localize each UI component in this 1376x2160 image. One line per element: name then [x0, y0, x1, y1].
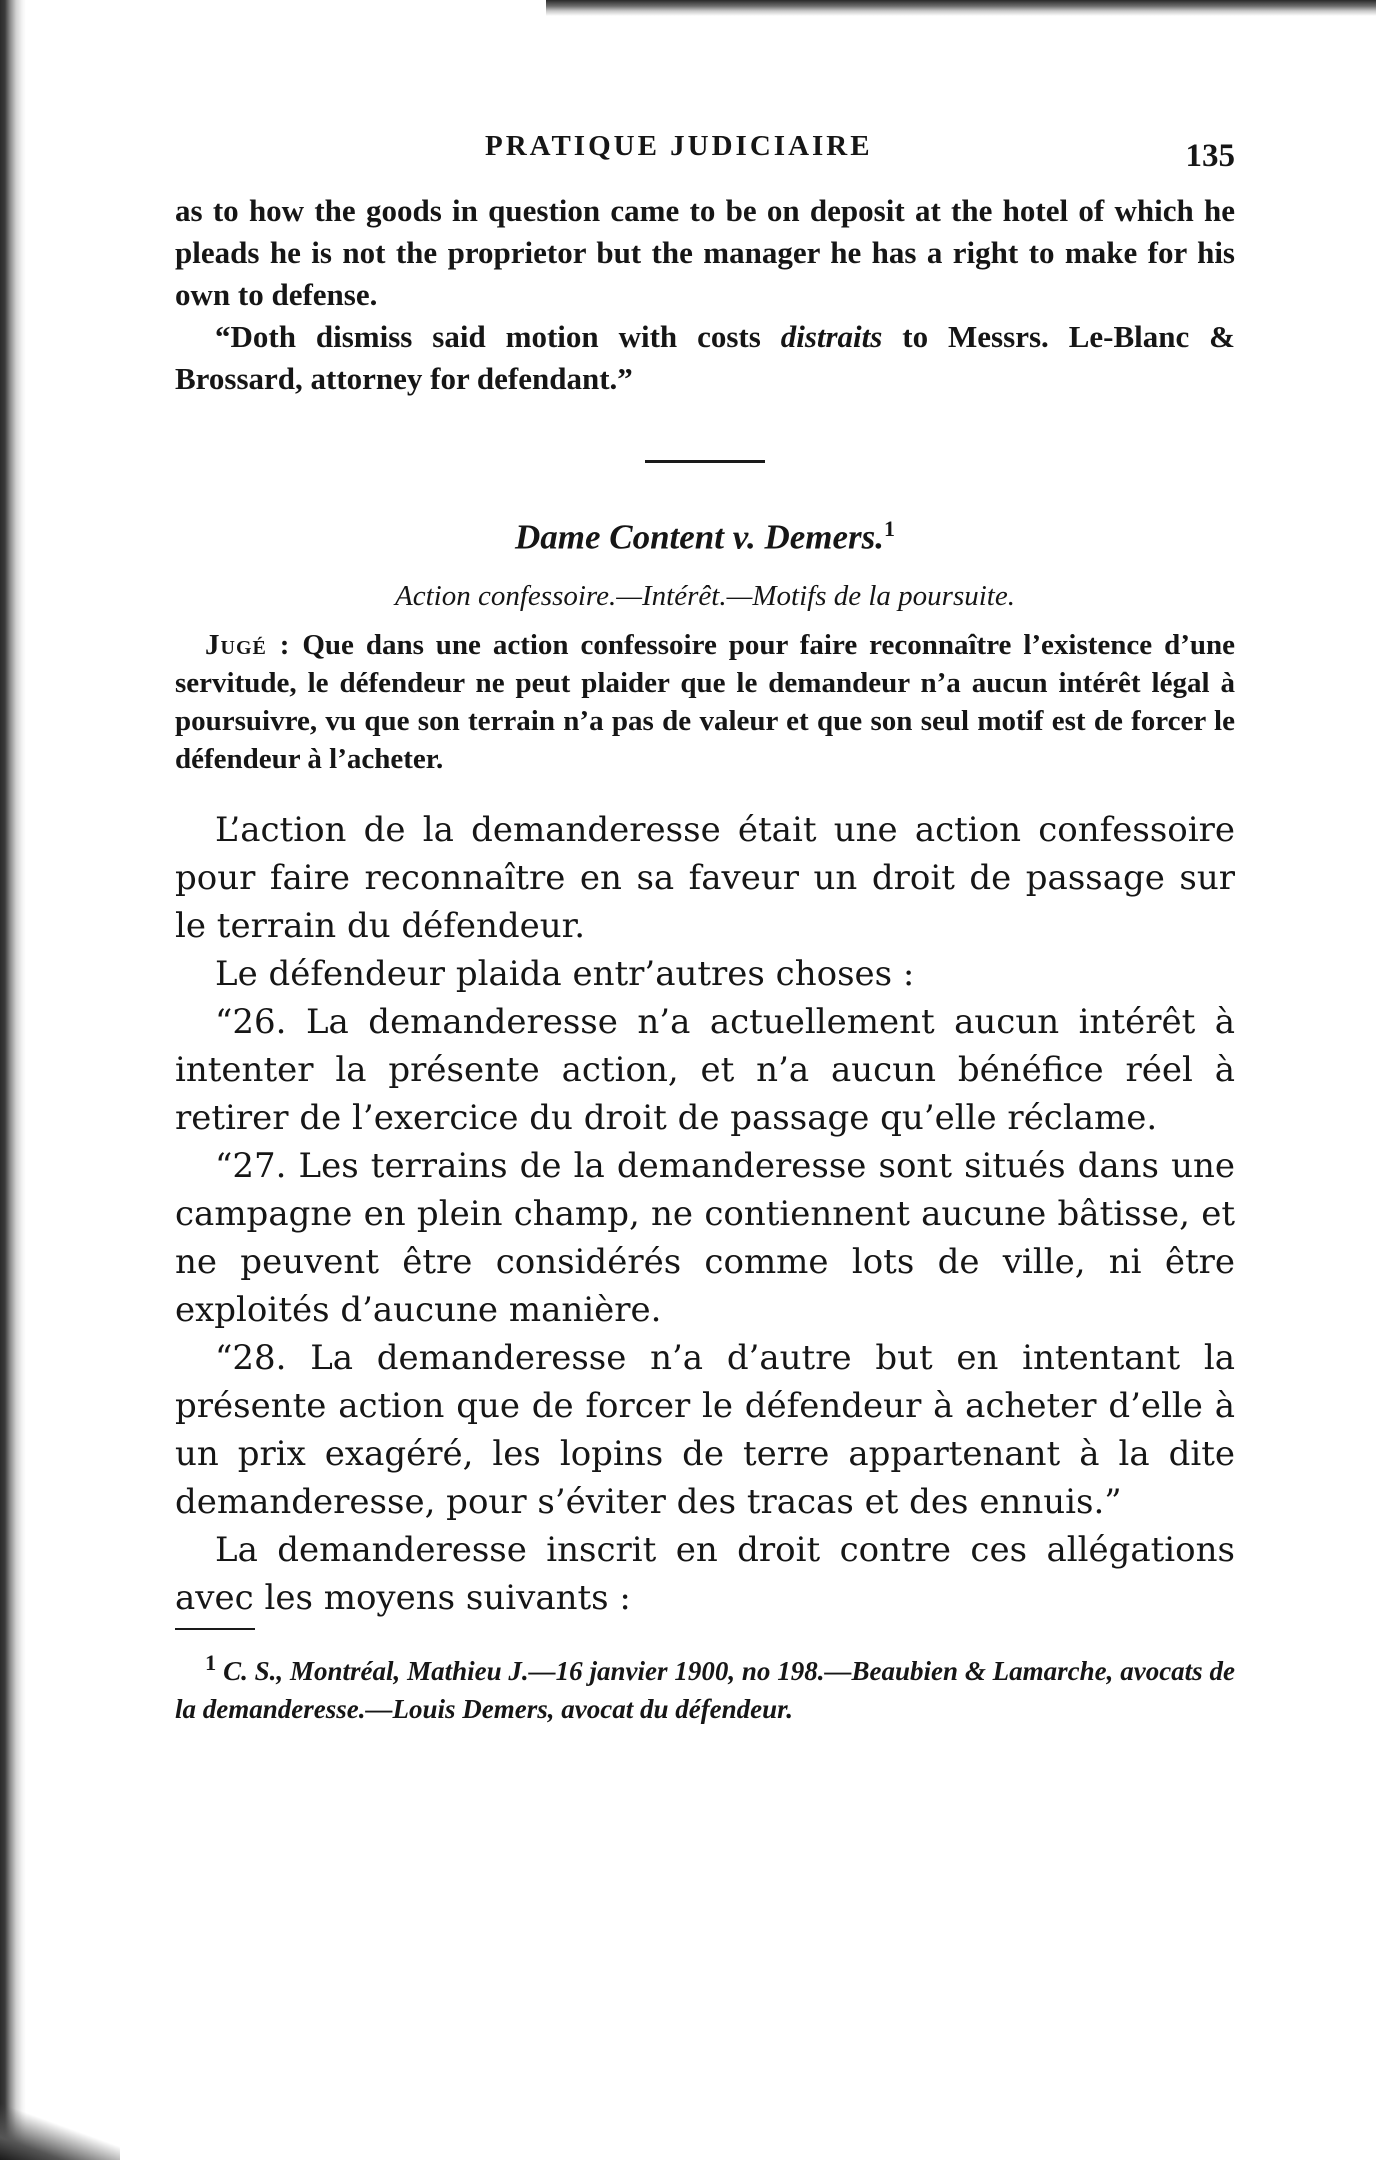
- headnote-text: Que dans une action confessoire pour faire reconnaître l’existence d’une servitude, le défendeur ne peut plaider que le demandeur n’a aucun intérêt légal à poursuivre, vu que son terrain n’a pas de valeur et que son seul motif est de forcer le défendeur à l’acheter.: [175, 628, 1235, 775]
- scan-corner-shadow: [0, 2100, 120, 2160]
- body-paragraph-1: L’action de la demanderesse était une action confessoire pour faire reconnaître en sa faveur un droit de passage sur le terrain du défendeur.: [175, 809, 1235, 946]
- book-page: [175, 110, 1235, 2070]
- headnote: [175, 626, 1235, 778]
- body-paragraph-2: Le défendeur plaida entr’autres choses :: [215, 953, 915, 994]
- judgment-text-italic: distraits: [780, 319, 883, 354]
- previous-case-paragraph: as to how the goods in question came to be on deposit at the hotel of which he pleads he is not the proprietor but the manager he has a right to make for his own to defense.: [175, 193, 1235, 312]
- footnote-reference: 1: [884, 516, 896, 541]
- case-subtitle: Action confessoire.—Intérêt.—Motifs de la poursuite.: [395, 579, 1015, 612]
- body-paragraph-3: “26. La demanderesse n’a actuellement aucun intérêt à intenter la présente action, et n’a aucun bénéfice réel à retirer de l’exercice du droit de passage qu’elle réclame.: [175, 1001, 1235, 1138]
- footnote-divider: [175, 1628, 255, 1630]
- scan-edge-top: [546, 0, 1376, 16]
- headnote-lead: Jugé :: [205, 628, 291, 661]
- case-title-text: Dame Content v. Demers.: [514, 517, 885, 557]
- scan-edge-left: [0, 0, 26, 2160]
- body-paragraph-6: La demanderesse inscrit en droit contre ces allégations avec les moyens suivants :: [175, 1529, 1235, 1618]
- footnote-text: C. S., Montréal, Mathieu J.—16 janvier 1900, no 198.—Beaubien & Lamarche, avocats de la demanderesse.—Louis Demers, avocat du défendeur.: [175, 1655, 1235, 1724]
- judgment-text-start: “Doth dismiss said motion with costs: [215, 319, 781, 354]
- case-title: [175, 505, 1235, 562]
- body-paragraph-5: “28. La demanderesse n’a d’autre but en intentant la présente action que de forcer le défendeur à acheter d’elle à un prix exagéré, les lopins de terre appartenant à la dite demanderesse, pour s’éviter des tracas et des ennuis.”: [175, 1337, 1235, 1522]
- running-head: [175, 130, 1235, 180]
- footnote: [175, 1644, 1235, 1728]
- judgment-text-end: to Messrs. Le-Blanc & Brossard, attorney for defendant.”: [175, 319, 1235, 396]
- previous-case-judgment: [175, 316, 1235, 400]
- page-number: 135: [1185, 138, 1235, 174]
- section-divider: [645, 460, 765, 463]
- running-title: PRATIQUE JUDICIAIRE: [485, 130, 873, 162]
- body-paragraph-4: “27. Les terrains de la demanderesse sont situés dans une campagne en plein champ, ne contiennent aucune bâtisse, et ne peuvent être considérés comme lots de ville, ni être exploités d’aucune manière.: [175, 1145, 1235, 1330]
- footnote-mark: 1: [205, 1649, 217, 1675]
- page-body: [175, 190, 1235, 1728]
